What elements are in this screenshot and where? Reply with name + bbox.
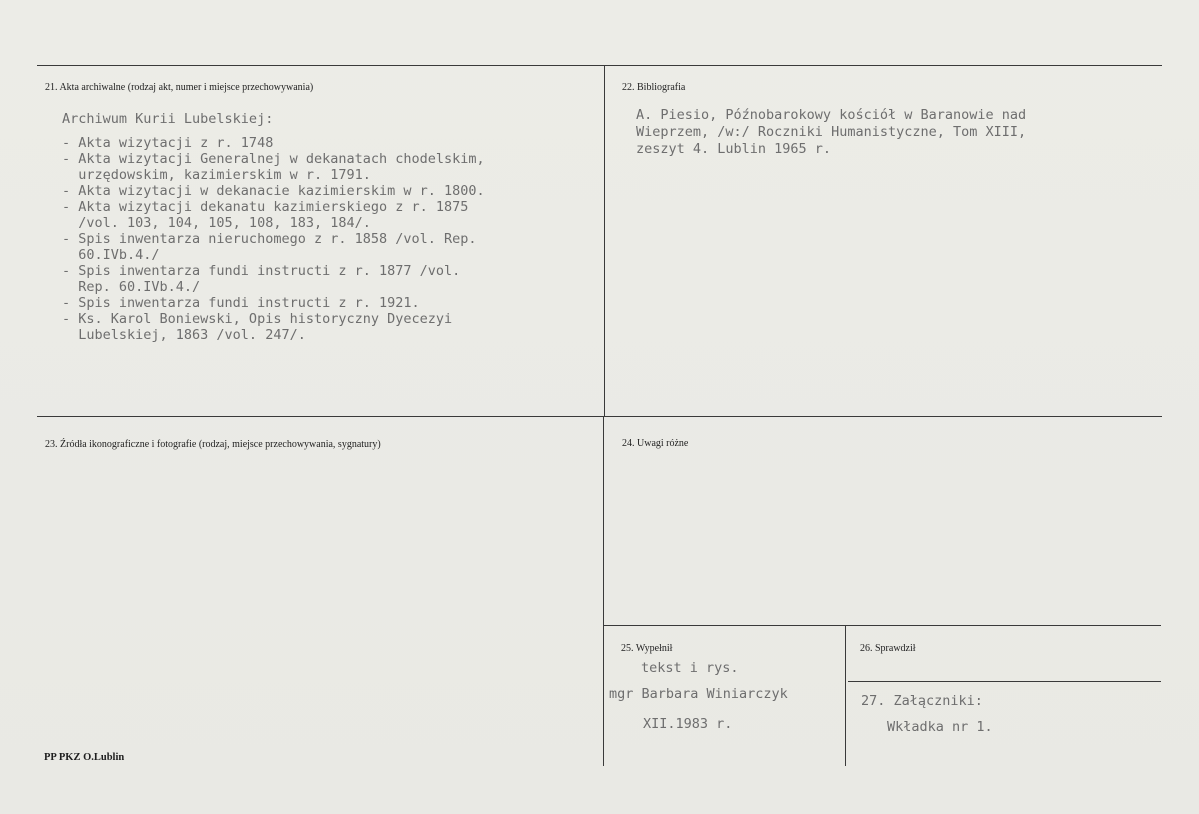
archive-line: urzędowskim, kazimierskim w r. 1791. — [62, 167, 371, 183]
bibliography-line: A. Piesio, Późnobarokowy kościół w Baranowie nad — [636, 107, 1027, 123]
issuer-footer: PP PKZ O.Lublin — [44, 752, 125, 763]
archive-line: - Spis inwentarza fundi instructi z r. 1877 /vol. — [62, 263, 461, 279]
sprawdzil-rule — [848, 681, 1161, 682]
center-divider-upper — [604, 65, 605, 417]
filled-by-role: tekst i rys. — [641, 660, 739, 676]
filled-by-name: mgr Barbara Winiarczyk — [609, 686, 788, 702]
signature-box-rule — [603, 625, 1161, 626]
archive-line: /vol. 103, 104, 105, 108, 183, 184/. — [62, 215, 371, 231]
archive-line: - Ks. Karol Boniewski, Opis historyczny Dyecezyi — [62, 311, 453, 327]
archive-line: - Spis inwentarza fundi instructi z r. 1921. — [62, 295, 420, 311]
archive-line: - Spis inwentarza nieruchomego z r. 1858 /vol. Rep. — [62, 231, 477, 247]
archive-line: Rep. 60.IVb.4./ — [62, 279, 201, 295]
section-24-header: 24. Uwagi różne — [622, 438, 689, 449]
archive-line: 60.IVb.4./ — [62, 247, 160, 263]
signature-divider — [845, 625, 846, 766]
attachments-label: 27. Załączniki: — [861, 693, 983, 709]
bibliography-line: Wieprzem, /w:/ Roczniki Humanistyczne, Tom XIII, — [636, 124, 1027, 140]
archive-line: Archiwum Kurii Lubelskiej: — [62, 111, 274, 127]
section-21-header: 21. Akta archiwalne (rodzaj akt, numer i miejsce przechowywania) — [45, 82, 314, 93]
filled-by-date: XII.1983 r. — [643, 716, 733, 732]
attachments-value: Wkładka nr 1. — [887, 719, 993, 735]
middle-rule — [37, 416, 1162, 417]
archive-line: - Akta wizytacji w dekanacie kazimierskim w r. 1800. — [62, 183, 485, 199]
section-22-header: 22. Bibliografia — [622, 82, 686, 93]
bibliography-line: zeszyt 4. Lublin 1965 r. — [636, 141, 832, 157]
archive-line: Lubelskiej, 1863 /vol. 247/. — [62, 327, 306, 343]
archive-line: - Akta wizytacji dekanatu kazimierskiego z r. 1875 — [62, 199, 469, 215]
section-25-header: 25. Wypełnił — [621, 643, 673, 654]
top-rule — [37, 65, 1162, 66]
center-divider-lower — [603, 416, 604, 766]
archive-line: - Akta wizytacji z r. 1748 — [62, 135, 274, 151]
section-26-header: 26. Sprawdził — [860, 643, 916, 654]
section-23-header: 23. Źródła ikonograficzne i fotografie (rodzaj, miejsce przechowywania, sygnatury) — [45, 439, 381, 450]
archive-line: - Akta wizytacji Generalnej w dekanatach chodelskim, — [62, 151, 485, 167]
